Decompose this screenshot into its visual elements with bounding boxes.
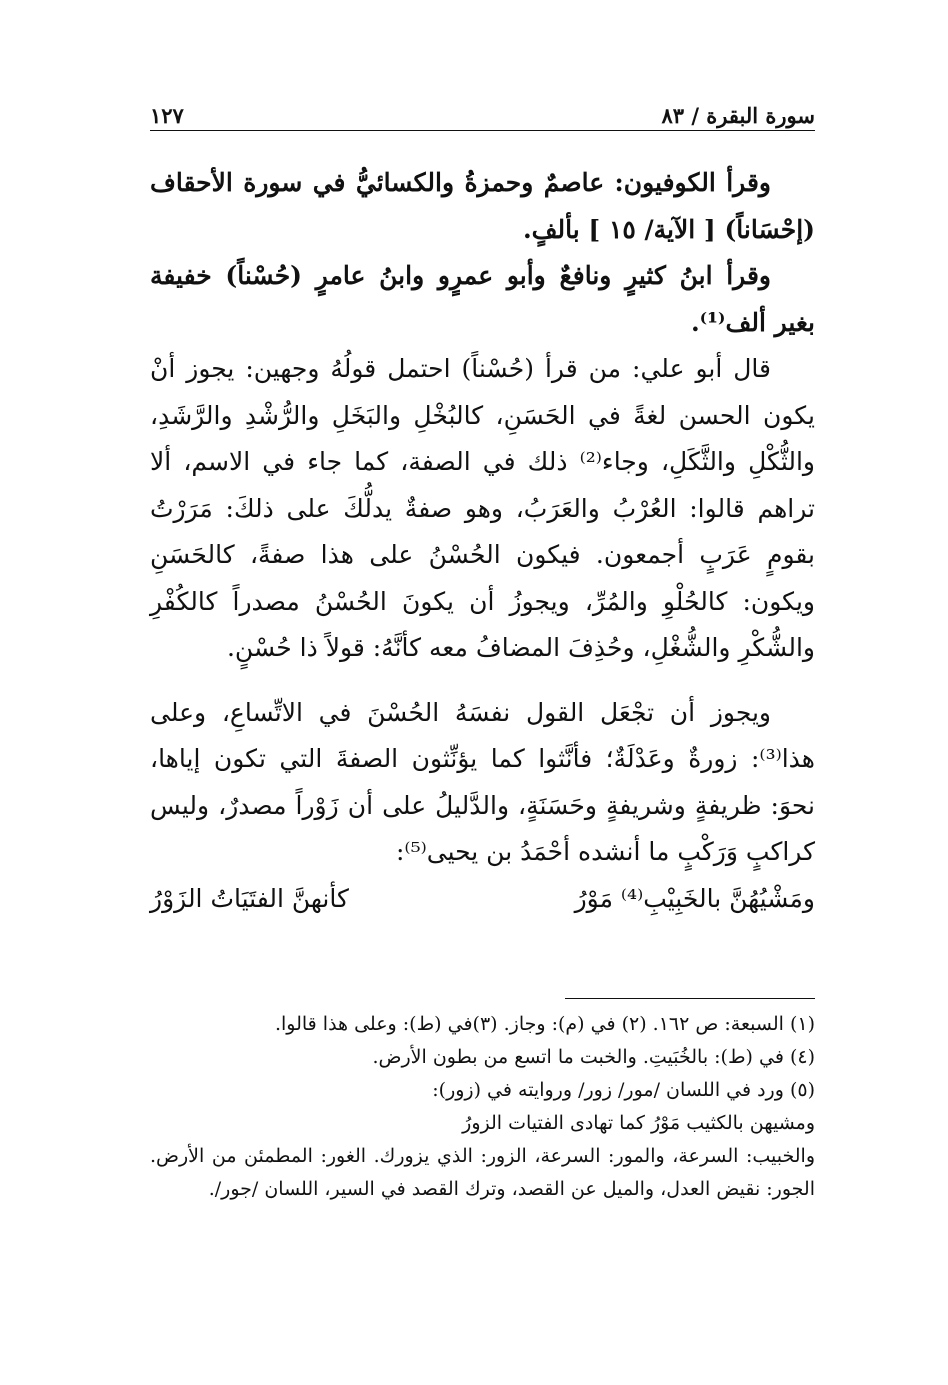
- footnote-5-verse: ومشيهن بالكثيب مَوْرُ كما تهادى الفتيات الزورُ: [462, 1112, 815, 1134]
- paragraph-abu-ali: قال أبو علي: من قرأ (حُسْناً) احتمل قولُهُ وجهين: يجوز أنْ يكون الحسن لغةً في الحَسَنِ، كالبُخْلِ والبَخَلِ والرُّشْدِ والرَّشَدِ، والثُّكْلِ والثَّكَلِ، وجاء⁽²⁾ ذلك في الصفة، كما جاء في الاسم، ألا تراهم قالوا: العُرْبُ والعَرَبُ، وهو صفةٌ يدلُّكَ على ذلكَ: مَرَرْتُ بقومٍ عَرَبٍ أجمعون. فيكون الحُسْنُ على هذا صفةً، كالحَسَنِ ويكون: كالحُلْوِ والمُرِّ، ويجوزُ أن يكونَ الحُسْنُ مصدراً كالكُفْرِ والشُّكْرِ والشُّغْلِ، وحُذِفَ المضافُ معه كأنَّهُ: قولاً ذا حُسْنٍ.: [150, 354, 815, 662]
- paragraph-expansion: ويجوز أن تجْعَل القول نفسَهُ الحُسْنَ في الاتِّساعِ، وعلى هذا⁽³⁾: زورةٌ وعَدْلَةٌ؛ فأنَّثوا كما يؤنِّثون الصفةَ التي تكون إياها، نحوَ: ظريفةٍ وشريفةٍ وحَسَنَةٍ، والدَّليلُ على أن زَوْراً مصدرٌ، وليس كراكبٍ وَرَكْبٍ ما أنشده أحْمَدُ بن يحيى⁽⁵⁾:: [150, 697, 815, 866]
- paragraph-kufan-reading: وقرأ الكوفيون: عاصمٌ وحمزةُ والكسائيُّ في سورة الأحقاف (إحْسَاناً) [ الآية/ ١٥ ] بألفٍ.: [150, 168, 815, 244]
- footnotes: [150, 1008, 815, 1206]
- section-title: سورة البقرة / ٨٣: [661, 103, 815, 128]
- footnote-5-glossary: والخبيب: السرعة، والمور: السرعة، الزور: الذي يزورك. الغور: المطمئن من الأرض. الجور: نقيض العدل، والميل عن القصد، وترك القصد في السير، اللسان /جور/.: [150, 1145, 815, 1200]
- running-head: [150, 96, 815, 128]
- footnote-5: (٥) ورد في اللسان /مور/ زور/ وروايته في (زور):: [432, 1079, 815, 1101]
- footnote-separator: [565, 998, 815, 999]
- footnote-1-2-3: (١) السبعة: ص ١٦٢. (٢) في (م): وجاز. (٣)في (ط): وعلى هذا قالوا.: [274, 1013, 815, 1035]
- poetry-verse: [150, 876, 815, 923]
- verse-second-hemistich: كأنهنَّ الفتَيَاتُ الزَوْرُ: [150, 883, 349, 913]
- footnote-4: (٤) في (ط): بالخُبَيتِ. والخبت ما اتسع من بطون الأرض.: [372, 1046, 815, 1068]
- verse-first-hemistich: ومَشْيُهُنَّ بالخَبِيْبِ⁽⁴⁾ مَوْرُ: [574, 883, 815, 913]
- main-text: [150, 160, 815, 922]
- header-rule: [150, 130, 815, 131]
- page-number: ١٢٧: [150, 103, 184, 128]
- paragraph-other-readers: وقرأ ابنُ كثيرٍ ونافعٌ وأبو عمرٍو وابنُ عامرٍ (حُسْناً) خفيفة بغير ألف⁽¹⁾.: [150, 261, 815, 337]
